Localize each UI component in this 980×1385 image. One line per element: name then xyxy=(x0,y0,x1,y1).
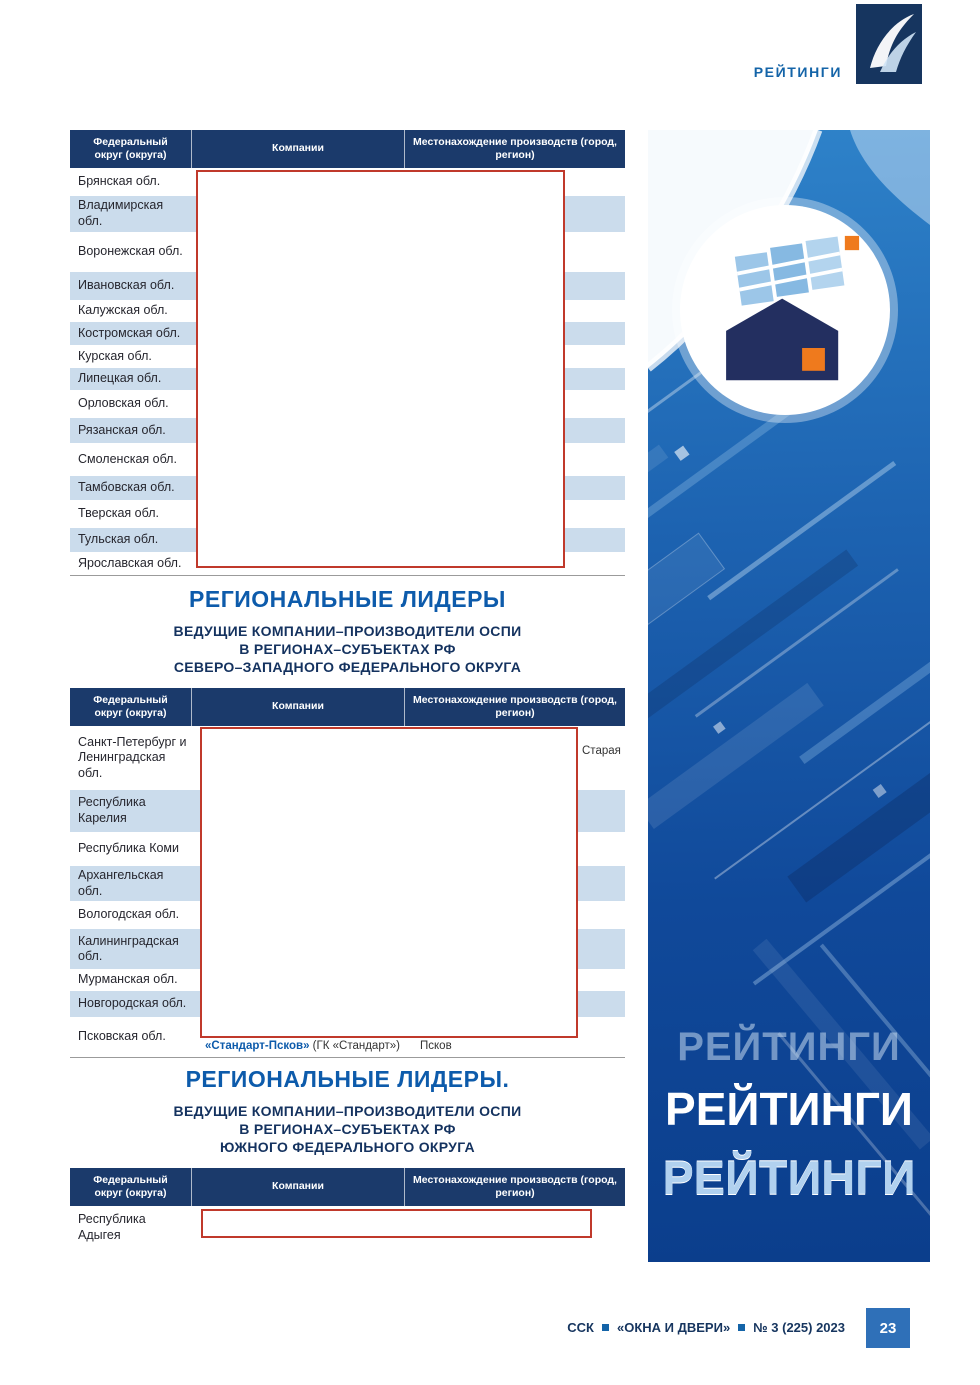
footer-magazine-title: «ОКНА И ДВЕРИ» xyxy=(616,1320,731,1335)
region-label: Мурманская обл. xyxy=(78,972,178,987)
table-header-row xyxy=(70,688,625,726)
section-subtitle-line: ВЕДУЩИЕ КОМПАНИИ–ПРОИЗВОДИТЕЛИ ОСПИ xyxy=(173,623,522,639)
region-label: Вологодская обл. xyxy=(78,907,180,922)
location-fragment: Старая xyxy=(582,745,621,757)
region-label: Владимирская обл. xyxy=(78,198,164,228)
column-header-district: Федеральный округ (округа) xyxy=(70,130,192,168)
region-label: Воронежская обл. xyxy=(78,244,183,259)
section-title: РЕГИОНАЛЬНЫЕ ЛИДЕРЫ. xyxy=(185,1066,510,1092)
pskov-city-fragment: Псков xyxy=(420,1040,452,1052)
company-group: (ГК «Стандарт») xyxy=(312,1040,400,1052)
region-label: Республика Коми xyxy=(78,841,180,856)
section-subtitle-line: В РЕГИОНАХ–СУБЪЕКТАХ РФ xyxy=(239,641,456,658)
watermark-ratings-1: РЕЙТИНГИ xyxy=(677,1025,901,1069)
column-header-district: Федеральный округ (округа) xyxy=(70,1168,192,1206)
table-header-row xyxy=(70,1168,625,1206)
pskov-company-fragment xyxy=(205,1040,400,1052)
region-label: Псковская обл. xyxy=(78,1029,166,1044)
table-header-row xyxy=(70,130,625,168)
house-logo-badge xyxy=(680,205,890,415)
section-heading-south xyxy=(70,1066,625,1157)
column-header-location: Местонахождение производств (город, регион) xyxy=(413,693,617,719)
column-header-companies: Компании xyxy=(192,1168,405,1206)
redaction-box xyxy=(201,1209,592,1238)
region-label: Смоленская обл. xyxy=(78,451,177,466)
section-title: РЕГИОНАЛЬНЫЕ ЛИДЕРЫ xyxy=(189,586,506,612)
section-subtitle-line: ВЕДУЩИЕ КОМПАНИИ–ПРОИЗВОДИТЕЛИ ОСПИ xyxy=(173,1103,522,1119)
section-subtitle-line: СЕВЕРО–ЗАПАДНОГО ФЕДЕРАЛЬНОГО ОКРУГА xyxy=(173,659,522,676)
house-window-logo-icon xyxy=(690,215,880,405)
region-label: Костромская обл. xyxy=(78,325,181,340)
region-label: Новгородская обл. xyxy=(78,996,187,1011)
company-name: «Стандарт-Псков» xyxy=(205,1040,310,1052)
region-label: Ивановская обл. xyxy=(78,278,175,293)
footer-issue: № 3 (225) 2023 xyxy=(753,1320,845,1335)
redaction-box xyxy=(200,727,578,1038)
region-label: Калининградская обл. xyxy=(78,933,179,964)
publisher-logo xyxy=(856,4,922,84)
region-label: Курская обл. xyxy=(78,348,152,363)
section-subtitle-line: В РЕГИОНАХ–СУБЪЕКТАХ РФ xyxy=(239,1121,456,1138)
page-number-badge: 23 xyxy=(866,1308,910,1348)
region-label: Орловская обл. xyxy=(78,396,169,411)
footer-line xyxy=(567,1320,845,1335)
column-header-companies: Компании xyxy=(192,130,405,168)
column-header-companies: Компании xyxy=(192,688,405,726)
region-label: Рязанская обл. xyxy=(78,422,166,437)
region-label: Тверская обл. xyxy=(78,506,159,521)
watermark-ratings-3: РЕЙТИНГИ xyxy=(662,1151,916,1204)
page-section-label: РЕЙТИНГИ xyxy=(753,64,842,80)
region-label: Тамбовская обл. xyxy=(78,480,175,495)
watermark-ratings-2: РЕЙТИНГИ xyxy=(665,1083,913,1135)
separator-square-icon xyxy=(738,1324,745,1331)
region-label: Республика Карелия xyxy=(78,795,146,825)
region-label: Калужская обл. xyxy=(78,303,168,318)
region-label: Республика Адыгея xyxy=(78,1212,146,1242)
column-header-location: Местонахождение производств (город, регион) xyxy=(413,135,617,161)
sidebar-artwork xyxy=(648,130,930,1262)
region-label: Тульская обл. xyxy=(78,532,159,547)
region-label: Архангельская обл. xyxy=(78,868,164,898)
section-subtitle-line: ЮЖНОГО ФЕДЕРАЛЬНОГО ОКРУГА xyxy=(220,1139,475,1156)
region-label: Ярославская обл. xyxy=(78,555,182,570)
footer-publisher: ССК xyxy=(567,1320,594,1335)
section-heading-northwest xyxy=(70,586,625,677)
region-label: Брянская обл. xyxy=(78,174,161,189)
separator-square-icon xyxy=(602,1324,609,1331)
region-label: Санкт-Петербург и Ленинградская обл. xyxy=(78,734,187,780)
region-label: Липецкая обл. xyxy=(78,371,162,386)
column-header-district: Федеральный округ (округа) xyxy=(70,688,192,726)
column-header-location: Местонахождение производств (город, регион) xyxy=(413,1173,617,1199)
redaction-box xyxy=(196,170,565,568)
wing-swoosh-icon xyxy=(856,4,922,84)
